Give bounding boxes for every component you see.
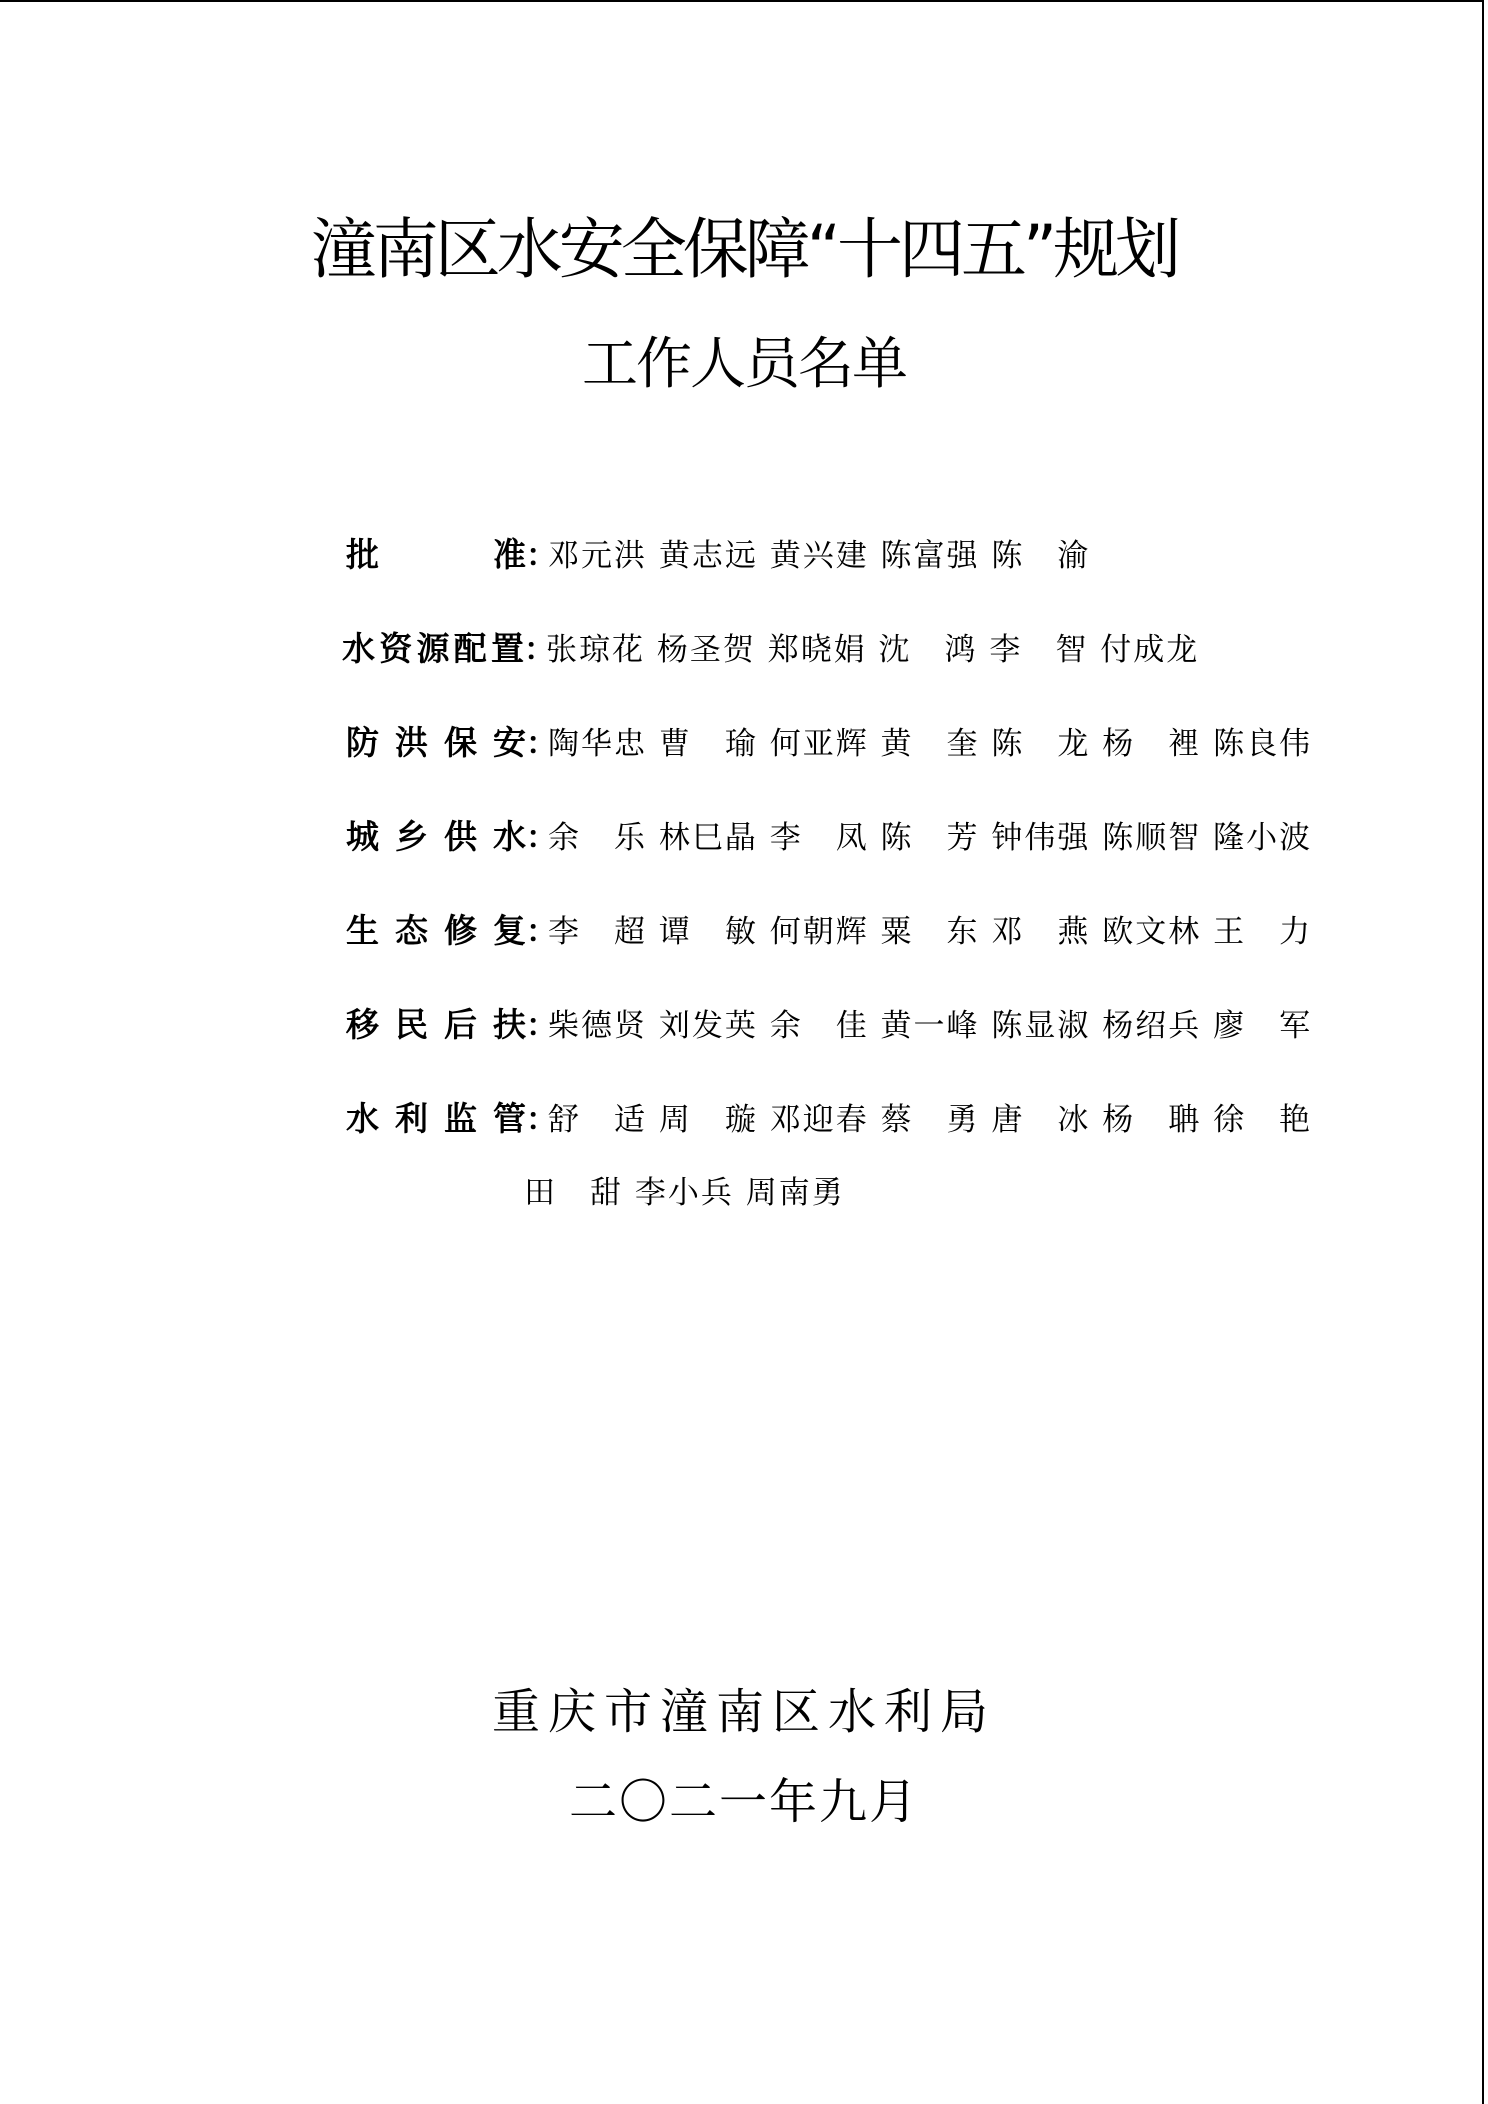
document-title: 潼南区水安全保障“十四五”规划 <box>310 211 1178 288</box>
row-names: 李 超 谭 敏 何朝辉 粟 东 邓 燕 欧文林 王 力 <box>548 914 1313 950</box>
row-colon: ： <box>526 1008 557 1044</box>
row-colon: ： <box>526 538 557 574</box>
staff-row-water-resources <box>342 619 1346 713</box>
row-colon: ： <box>526 820 557 856</box>
row-names: 张琼花 杨圣贺 郑晓娟 沈 鸿 李 智 付成龙 <box>546 632 1200 668</box>
staff-list <box>342 525 1346 1211</box>
issue-date: 二〇二一年九月 <box>568 1774 919 1830</box>
row-names: 舒 适 周 璇 邓迎春 蔡 勇 唐 冰 杨 聃 徐 艳 <box>548 1102 1313 1138</box>
row-label: 水资源配置 <box>342 629 524 668</box>
staff-row-approval <box>346 525 1346 619</box>
row-names: 柴德贤 刘发英 余 佳 黄一峰 陈显淑 杨绍兵 廖 军 <box>548 1008 1313 1044</box>
staff-row-resettlement <box>346 995 1346 1089</box>
staff-row-flood-control <box>346 713 1346 807</box>
row-colon: ： <box>526 914 557 950</box>
issuing-organization: 重庆市潼南区水利局 <box>491 1684 996 1740</box>
row-names: 陶华忠 曹 瑜 何亚辉 黄 奎 陈 龙 杨 裡 陈良伟 <box>548 726 1313 762</box>
document-subtitle: 工作人员名单 <box>582 332 906 397</box>
row-colon: ： <box>526 1102 557 1138</box>
row-label: 水利监管 <box>346 1099 526 1138</box>
staff-row-water-supply <box>346 807 1346 901</box>
row-names-continued: 田 甜 李小兵 周南勇 <box>524 1175 845 1211</box>
staff-row-ecology <box>346 901 1346 995</box>
row-names: 邓元洪 黄志远 黄兴建 陈富强 陈 渝 <box>548 538 1091 574</box>
staff-row-supervision <box>346 1089 1346 1211</box>
row-label: 批 准 <box>346 535 526 574</box>
row-label: 生态修复 <box>346 911 526 950</box>
row-colon: ： <box>524 632 555 668</box>
row-names: 余 乐 林巳晶 李 凤 陈 芳 钟伟强 陈顺智 隆小波 <box>548 820 1313 856</box>
row-colon: ： <box>526 726 557 762</box>
row-label: 城乡供水 <box>346 817 526 856</box>
row-label: 防洪保安 <box>346 723 526 762</box>
row-label: 移民后扶 <box>346 1005 526 1044</box>
